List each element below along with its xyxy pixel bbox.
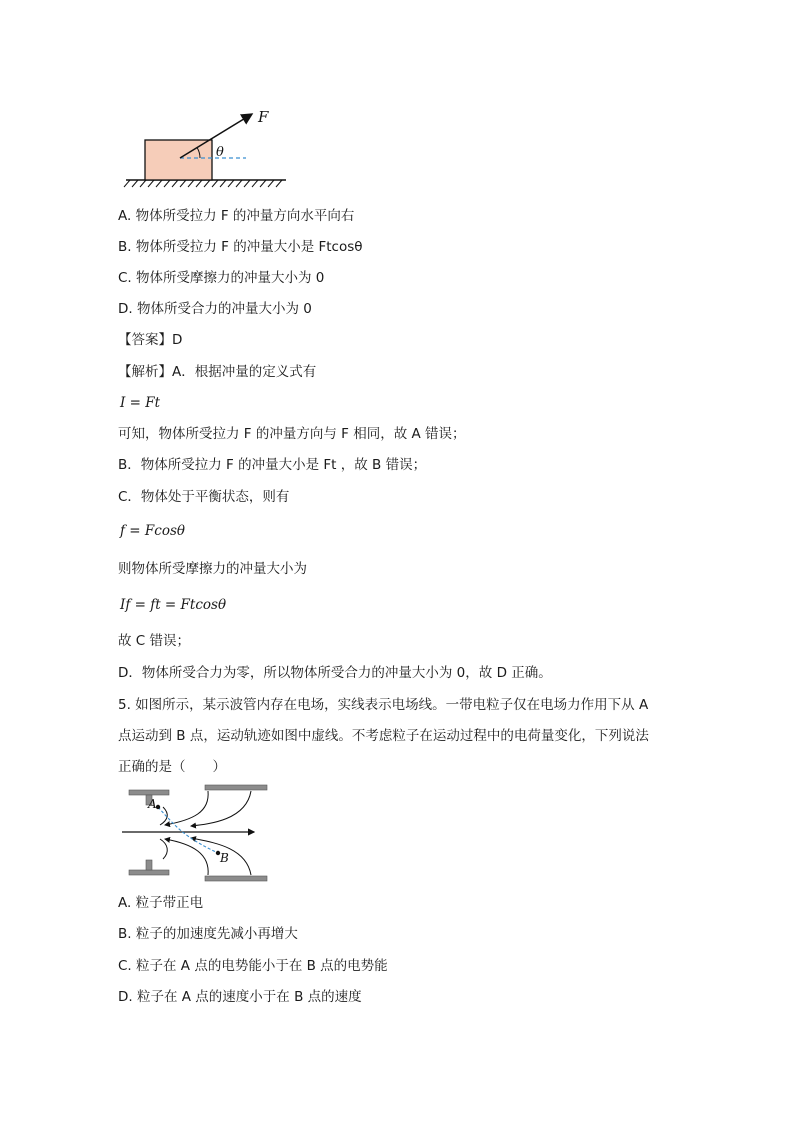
ground-hatching: [124, 180, 282, 187]
force-label: F: [258, 108, 269, 126]
q5-option-a: A. 粒子带正电: [118, 895, 204, 911]
analysis-a-conclusion: 可知，物体所受拉力 F 的冲量方向与 F 相同，故 A 错误；: [118, 426, 466, 442]
block-force-diagram: [120, 100, 300, 190]
q4-option-b: B. 物体所受拉力 F 的冲量大小是 Ftcosθ: [118, 239, 363, 255]
field-line-top-inner: [165, 791, 208, 825]
answer: 【答案】D: [118, 332, 183, 348]
formula-impulse: I = Ft: [120, 395, 161, 411]
formula-friction-impulse: If = ft = Ftcosθ: [120, 597, 227, 613]
field-line-top-outer: [191, 791, 251, 826]
q5-option-d: D. 粒子在 A 点的速度小于在 B 点的速度: [118, 989, 362, 1005]
electrode-top-right: [205, 785, 267, 790]
analysis-c: C．物体处于平衡状态，则有: [118, 489, 290, 505]
q5-stem-line2: 点运动到 B 点，运动轨迹如图中虚线。不考虑粒子在运动过程中的电荷量变化，下列说法: [118, 728, 649, 744]
block: [145, 140, 212, 180]
q5-stem-line3: 正确的是（ ）: [118, 759, 226, 775]
q5-option-b: B. 粒子的加速度先减小再增大: [118, 926, 298, 942]
q4-option-d: D. 物体所受合力的冲量大小为 0: [118, 301, 312, 317]
label-a: A: [148, 797, 157, 811]
analysis-intro: 【解析】A．根据冲量的定义式有: [118, 364, 317, 380]
field-line-bottom-left: [160, 839, 167, 859]
electrode-bottom-left-stem: [146, 860, 152, 870]
label-b: B: [220, 851, 229, 865]
analysis-b: B．物体所受拉力 F 的冲量大小是 Ft ，故 B 错误；: [118, 457, 427, 473]
field-line-bottom-inner: [165, 839, 208, 875]
electrode-bottom-left: [129, 870, 169, 875]
angle-label: θ: [216, 145, 224, 160]
formula-friction: f = Fcosθ: [120, 523, 186, 539]
electric-field-diagram: [118, 782, 278, 887]
q4-option-c: C. 物体所受摩擦力的冲量大小为 0: [118, 270, 325, 286]
q4-option-a: A. 物体所受拉力 F 的冲量方向水平向右: [118, 208, 355, 224]
analysis-friction-impulse: 则物体所受摩擦力的冲量大小为: [118, 561, 307, 577]
electrode-top-left: [129, 790, 169, 795]
analysis-d: D．物体所受合力为零，所以物体所受合力的冲量大小为 0，故 D 正确。: [118, 665, 552, 681]
q5-option-c: C. 粒子在 A 点的电势能小于在 B 点的电势能: [118, 958, 388, 974]
q5-stem-line1: 5. 如图所示，某示波管内存在电场，实线表示电场线。一带电粒子仅在电场力作用下从 A: [118, 697, 649, 713]
analysis-c-conclusion: 故 C 错误；: [118, 633, 191, 649]
electrode-bottom-right: [205, 876, 267, 881]
